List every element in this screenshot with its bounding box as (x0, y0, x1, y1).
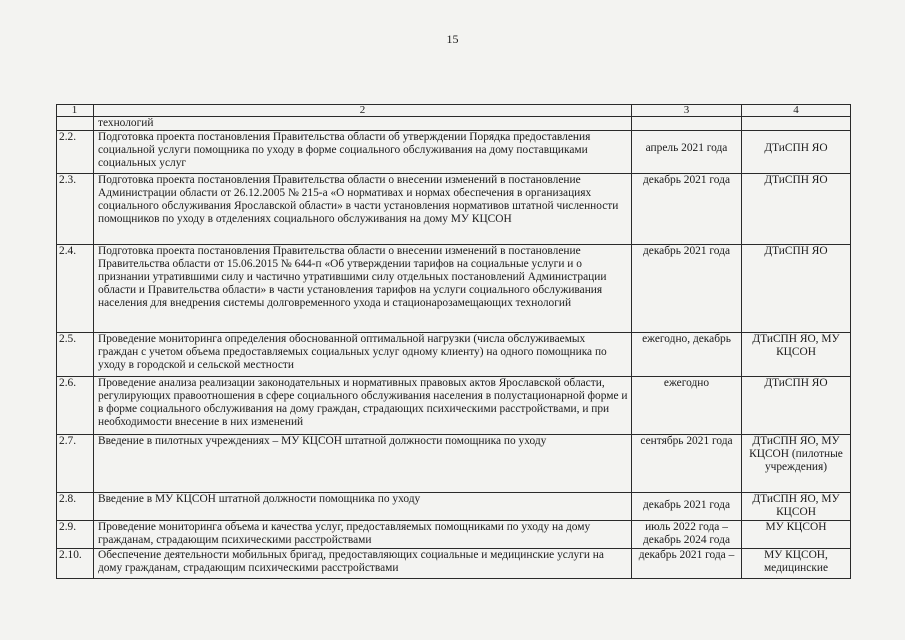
row-number: 2.7. (57, 435, 94, 493)
row-deadline: июль 2022 года – декабрь 2024 года (632, 521, 742, 549)
row-responsible: ДТиСПН ЯО, МУ КЦСОН (пилотные учреждения) (742, 435, 851, 493)
row-deadline: декабрь 2021 года – (632, 549, 742, 579)
row-deadline: декабрь 2021 года (632, 493, 742, 521)
row-description: Подготовка проекта постановления Правительства области о внесении изменений в постановление Правительства области от 15.06.2015 № 644-п «Об утверждении тарифов на социальные услуги и о признании утратившими силу и частично утратившими силу отдельных постановлений Администрации области и Правительства области» в части установления тарифов на услуги социального обслуживания населения для внедрения системы долговременного ухода и стационарозамещающих технологий (94, 245, 632, 333)
row-description: Проведение анализа реализации законодательных и нормативных правовых актов Ярославской области, регулирующих правоотношения в сфере социального обслуживания населения в полустационарной форме и в форме социального обслуживания на дому граждан, страдающих психическими расстройствами, и при необходимости внесение в них изменений (94, 377, 632, 435)
table-row (57, 131, 851, 174)
row-responsible: МУ КЦСОН (742, 521, 851, 549)
row-description: технологий (94, 117, 632, 131)
row-deadline (632, 117, 742, 131)
row-responsible: ДТиСПН ЯО, МУ КЦСОН (742, 333, 851, 377)
header-col-2: 2 (94, 105, 632, 117)
row-number: 2.6. (57, 377, 94, 435)
row-description: Проведение мониторинга определения обоснованной оптимальной нагрузки (числа обслуживаемых граждан с учетом объема предоставляемых социальных услуг одному клиенту) на одного помощника по уходу в городской и сельской местности (94, 333, 632, 377)
row-description: Проведение мониторинга объема и качества услуг, предоставляемых помощниками по уходу на дому гражданам, страдающим психическими расстройствами (94, 521, 632, 549)
row-description: Подготовка проекта постановления Правительства области об утверждении Порядка предоставления социальной услуги помощника по уходу в форме социального обслуживания на дому поставщиками социальных услуг (94, 131, 632, 174)
row-number (57, 117, 94, 131)
row-number: 2.2. (57, 131, 94, 174)
row-deadline: сентябрь 2021 года (632, 435, 742, 493)
table-row (57, 521, 851, 549)
row-deadline: апрель 2021 года (632, 131, 742, 174)
row-deadline: декабрь 2021 года (632, 174, 742, 245)
row-number: 2.4. (57, 245, 94, 333)
header-col-4: 4 (742, 105, 851, 117)
row-number: 2.3. (57, 174, 94, 245)
row-description: Введение в МУ КЦСОН штатной должности помощника по уходу (94, 493, 632, 521)
row-description: Обеспечение деятельности мобильных бригад, предоставляющих социальные и медицинские услуги на дому гражданам, страдающим психическими расстройствами (94, 549, 632, 579)
table-row (57, 245, 851, 333)
row-responsible: ДТиСПН ЯО, МУ КЦСОН (742, 493, 851, 521)
row-number: 2.10. (57, 549, 94, 579)
row-deadline: декабрь 2021 года (632, 245, 742, 333)
table-row (57, 174, 851, 245)
plan-table (56, 104, 851, 579)
row-deadline: ежегодно, декабрь (632, 333, 742, 377)
table-row (57, 493, 851, 521)
table-row (57, 333, 851, 377)
header-col-1: 1 (57, 105, 94, 117)
row-number: 2.8. (57, 493, 94, 521)
row-responsible: МУ КЦСОН, медицинские (742, 549, 851, 579)
table-row (57, 435, 851, 493)
row-responsible (742, 117, 851, 131)
table-row (57, 377, 851, 435)
header-col-3: 3 (632, 105, 742, 117)
row-deadline: ежегодно (632, 377, 742, 435)
table-header-row (57, 105, 851, 117)
row-description: Введение в пилотных учреждениях – МУ КЦСОН штатной должности помощника по уходу (94, 435, 632, 493)
row-responsible: ДТиСПН ЯО (742, 377, 851, 435)
row-number: 2.9. (57, 521, 94, 549)
page-number: 15 (446, 32, 459, 46)
row-description: Подготовка проекта постановления Правительства области о внесении изменений в постановление Администрации области от 26.12.2005 № 215-а «О нормативах и нормах обеспечения в организациях социального обслуживания Ярославской области» в части установления нормативов штатной численности помощников по уходу в отделениях социального обслуживания на дому МУ КЦСОН (94, 174, 632, 245)
row-number: 2.5. (57, 333, 94, 377)
row-responsible: ДТиСПН ЯО (742, 131, 851, 174)
table-row (57, 117, 851, 131)
row-responsible: ДТиСПН ЯО (742, 174, 851, 245)
row-responsible: ДТиСПН ЯО (742, 245, 851, 333)
table-row (57, 549, 851, 579)
